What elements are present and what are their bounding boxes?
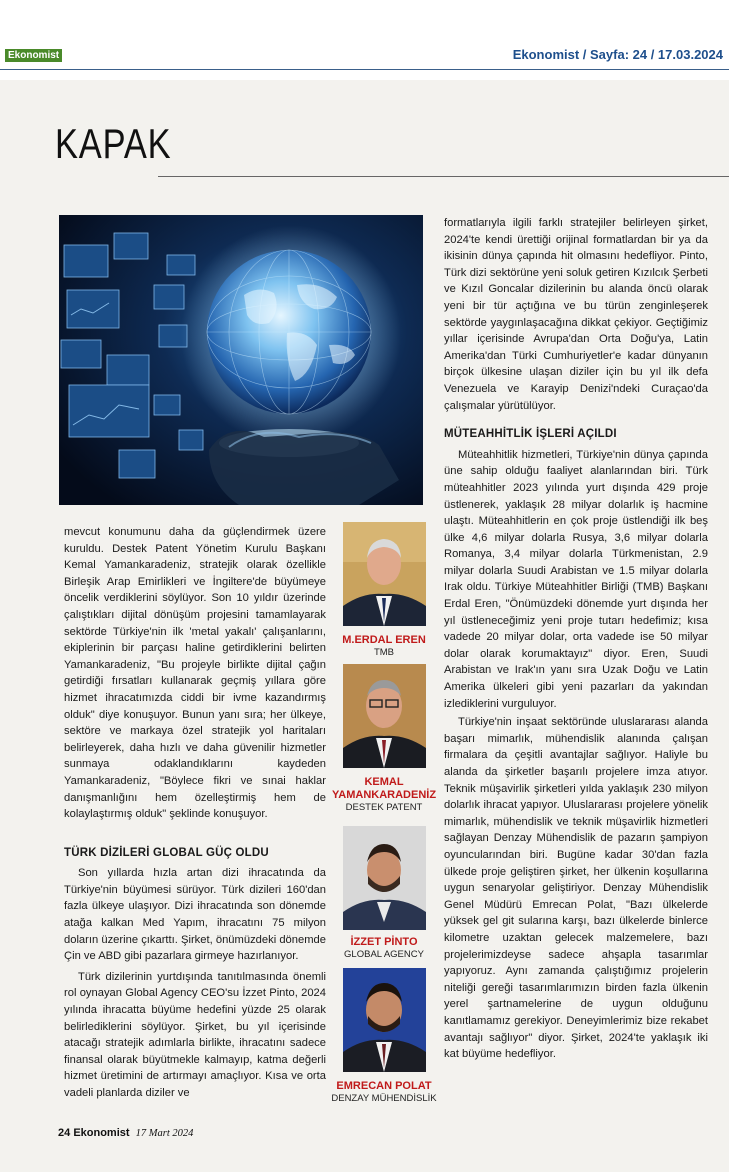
publication-logo: Ekonomist — [5, 49, 62, 62]
person-organization: TMB — [373, 647, 395, 658]
paragraph: Müteahhitlik hizmetleri, Türkiye'nin dünya çapında üne sahip olduğu faaliyet alanlarından biri. Türk müteahhitler 2023 yılında yurt dışında 429 proje üstlenerek, yaklaşık 28 milyar dolarlık iş hacmine ulaştı. Müteahhitlerin en çok proje üstlendiği ilk beş ülke 4,6 milyar dolarla Rusya, 3,6 milyar dolarla Romanya, 3,4 milyar dolarla Türkmenistan, 2.9 milyar dolarla Suudi Arabistan ve 1.5 milyar dolarla Irak oldu. Türkiye Müteahhitler Birliği (TMB) Başkanı Erdal Eren, "Önümüzdeki dönemde yurt dışında her yıl üstleneceğimiz yeni proje tutarı hedefimiz; kısa vadede 20 milyar dolar, orta vadede ise 50 milyar dolar olarak korumaktayız" diyor. Eren, Suudi Arabistan ve Irak'ın yanı sıra Uzak Doğu ve Latin Amerika ülkeleri gibi yeni pazarları da yakından izlediklerini vurguluyor. — [444, 448, 708, 710]
hero-image-globe-in-hand — [59, 215, 423, 505]
section-title: KAPAK — [55, 120, 172, 167]
section-rule — [158, 176, 729, 177]
intro-paragraph: mevcut konumunu daha da güçlendirmek üzere kuruldu. Destek Patent Yönetim Kurulu Başkanı Kemal Yamankaradeniz, stratejik olarak özellikle Birleşik Arap Emirlikleri ve İngiltere'de büyümeye öncelik verdiklerini söylüyor. Son 10 yıldır üzerinde çalıştıkları dijital dönüşüm projesini tamamlayarak sektörde Türkiye'nin ilk 'metal yakalı' çalışanlarını, ekiplerinin bir parçası haline getirdiklerini belirten Yamankaradeniz, "Bu projeyle birlikte dijital çağın getirdiği fırsatları kullanarak geçmiş yıllara göre hizmet ihracatımızda ciddi bir ivme kazandırmış olduk" diye konuşuyor. Bunun yanı sıra; her ülkeye, sektöre ve markaya özel stratejik yol haritaları belirleyerek, daha hızlı ve daha güvenilir hizmetler sunmaya odaklandıklarını kaydeden Yamankaradeniz, "Böylece fikri ve sınai haklar danışmanlığını hem özelleştirmiş hem de kolaylaştırmış olduk" şeklinde konuşuyor. — [64, 526, 326, 821]
portrait-photo-emrecan-polat — [343, 968, 426, 1072]
subheading-tv-series: TÜRK DİZİLERİ GLOBAL GÜÇ OLDU — [64, 846, 269, 859]
person-organization: DESTEK PATENT — [345, 802, 423, 813]
source-line: Ekonomist / Sayfa: 24 / 17.03.2024 — [512, 47, 723, 62]
portrait-photo-kemal-yamankaradeniz — [343, 664, 426, 768]
paragraph: Son yıllarda hızla artan dizi ihracatında da Türkiye'nin büyümesi sürüyor. Türk dizileri 160'dan fazla ülkeye ulaşıyor. Dizi ihracatında son dönemde atağa kalkan Med Yapım, ihracatını 75 milyon doların üzerine çıkarttı. Şirket, önümüzdeki dönemde Çin ve ABD gibi pazarlara girmeye hazırlanıyor. — [64, 867, 326, 963]
header-divider — [0, 69, 729, 70]
portrait-photo-erdal-eren — [343, 522, 426, 626]
caption-erdal-eren — [330, 634, 438, 659]
caption-kemal-yamankaradeniz — [330, 776, 438, 814]
paragraph: formatlarıyla ilgili farklı stratejiler belirleyen şirket, 2024'te kendi ürettiği orijinal formatlardan bir ya da ikisinin dünya çapında hit olmasını hedefliyor. Pinto, Türk dizi sektörüne yeni soluk getiren Kızılcık Şerbeti ve Kızıl Goncalar dizilerinin bu alanda öncü olarak yeni bir tür açtığına ve bu türün zenginleşerek sektörde yaygınlaşacağına dikkat çekiyor. Geçtiğimiz yıllar içerisinde Avrupa'dan Orta Doğu'ya, Latin Amerika'dan Türki Cumhuriyetler'e kadar dünyanın birçok ülkesine ulaşan diziler için bu yıl ilk defa Venezuela ve Karayip Denizi'ndeki Curaçao'da çalışmalar yürütülüyor. — [444, 217, 708, 412]
footer-brand: Ekonomist — [73, 1127, 130, 1139]
person-name: KEMAL YAMANKARADENİZ — [331, 776, 437, 801]
paragraph: Türk dizilerinin yurtdışında tanıtılmasında önemli rol oynayan Global Agency CEO'su İzzet Pinto, 2024 yılında ihracatta büyüme hedefini yüzde 25 olarak belirlediklerini söylüyor. Şirket, bu yıl içerisinde atacağı stratejik adımlarla birlikte, ihracatını sadece finansal olarak büyütmekle kalmayıp, katma değerli hizmet üretimini de artırmayı amaçlıyor. Kısa ve orta vadeli planlarda diziler ve — [64, 970, 326, 1099]
footer-date: 17 Mart 2024 — [135, 1128, 194, 1139]
person-organization: DENZAY MÜHENDİSLİK — [331, 1093, 437, 1104]
page-number: 24 — [58, 1127, 71, 1139]
clipping-header — [0, 0, 729, 72]
person-name: M.ERDAL EREN — [342, 634, 426, 646]
person-name: EMRECAN POLAT — [336, 1080, 432, 1092]
portrait-photo-izzet-pinto — [343, 826, 426, 930]
page-footer — [58, 1127, 193, 1139]
person-organization: GLOBAL AGENCY — [344, 949, 424, 960]
left-column — [64, 524, 326, 1102]
caption-emrecan-polat — [330, 1080, 438, 1105]
person-name: İZZET PİNTO — [350, 936, 418, 948]
right-column — [444, 215, 708, 1063]
paragraph: Türkiye'nin inşaat sektöründe uluslararası alanda başarı mimarlık, mühendislik alanında çalışan firmalara da çeşitli avantajlar sağlıyor. Haliyle bu alanda da şirketler başarılı projelere imza atıyor. Teknik müşavirlik şirketleri yılda yaklaşık 230 milyon dolarlık ihracat yapıyor. Uluslararası projelere yönelik mimarlık, mühendislik ve teknik müşavirlik hizmetleri sağlayan Denzay Mühendislik de pazarın şampiyon oyuncularından biri. Bugüne kadar 30'dan fazla ülkede proje geliştiren şirket, her ülkenin koşullarına uygun senaryolar geliştiriyor. Denzay Mühendislik Genel Müdürü Emrecan Polat, "Bazı ülkelerde yüksek gel git sularına karşı, bazı ülkelerde binlerce kilometre uzaktan gelecek malzemelere, bazı projelerimizdeyse sadece ahşapla tasarımlar yapıyoruz. Aynı zamanda çalıştığımız projelerin niteliği gereği tasarımlarımızın birden fazla ülkenin yerel şartnamelerine de uygun olduğunu kanıtlamamız gerekiyor. Deneyimlerimiz bize rekabet avantajı sağlıyor" diyor. Şirket, 2024'te yaklaşık iki kat büyüme hedefliyor. — [444, 716, 708, 1061]
subheading-contracting: MÜTEAHHİTLİK İŞLERİ AÇILDI — [444, 428, 617, 441]
caption-izzet-pinto — [330, 936, 438, 961]
